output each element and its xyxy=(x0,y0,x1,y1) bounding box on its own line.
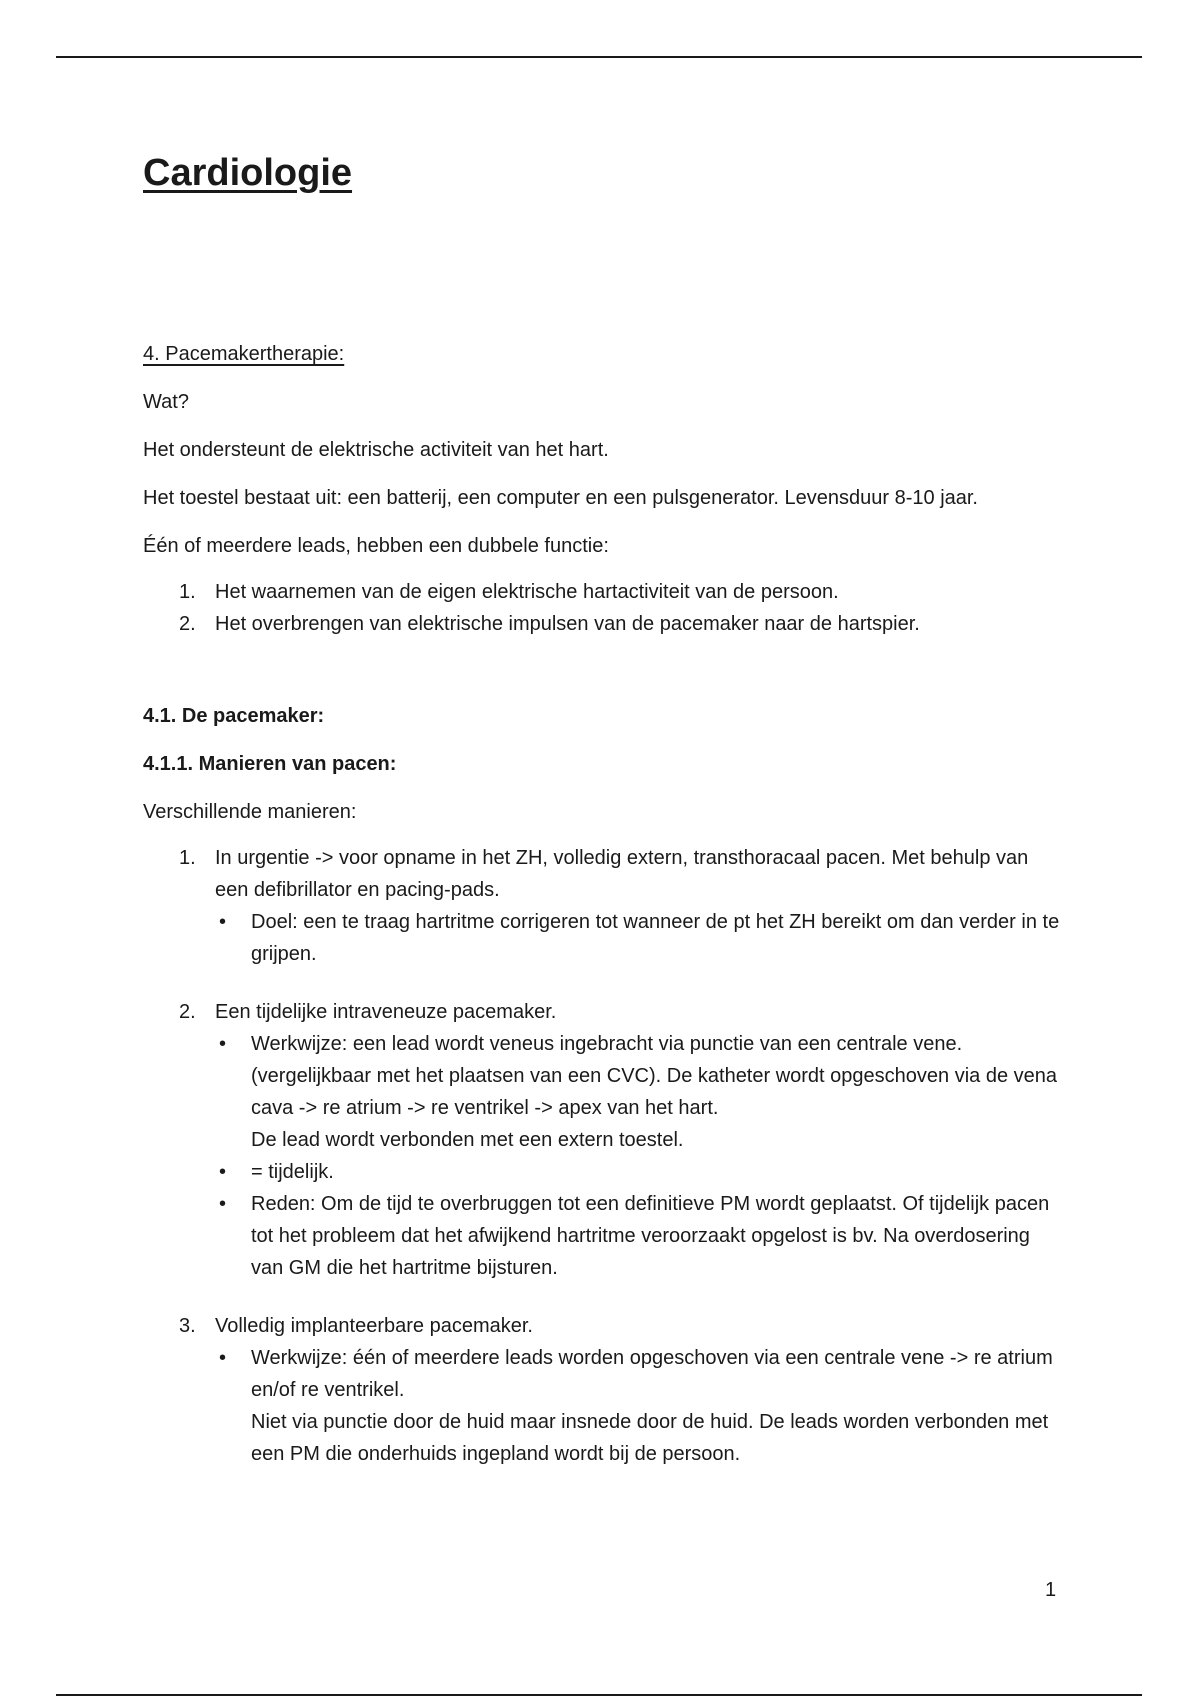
bullet-icon: • xyxy=(219,1161,227,1183)
bullet-icon: • xyxy=(219,1033,227,1055)
bullet-text: = tijdelijk. xyxy=(251,1161,334,1183)
bullet-extra-text: De lead wordt verbonden met een extern toestel. xyxy=(251,1129,684,1151)
list-number: 1. xyxy=(179,581,196,603)
list-item xyxy=(143,576,1063,608)
list-item xyxy=(143,1310,1063,1470)
bullet-text: Werkwijze: één of meerdere leads worden opgeschoven via een centrale vene -> re atrium en/of re ventrikel. xyxy=(251,1347,1053,1401)
bullet-icon: • xyxy=(219,911,227,933)
list-item-text: Het overbrengen van elektrische impulsen van de pacemaker naar de hartspier. xyxy=(215,613,920,635)
list-item xyxy=(143,608,1063,640)
list-number: 3. xyxy=(179,1315,196,1337)
question-wat: Wat? xyxy=(143,391,189,413)
bullet-list xyxy=(215,906,1063,970)
bullet-list xyxy=(215,1028,1063,1284)
bullet-item xyxy=(215,906,1063,970)
bottom-rule xyxy=(56,1694,1142,1696)
lead-functions-list xyxy=(143,576,1063,640)
subsubsection-heading: 4.1.1. Manieren van pacen: xyxy=(143,753,397,775)
subsection-heading: 4.1. De pacemaker: xyxy=(143,705,325,727)
bullet-item xyxy=(215,1188,1063,1284)
bullet-item xyxy=(215,1028,1063,1156)
list-item xyxy=(143,842,1063,970)
section-heading: 4. Pacemakertherapie: xyxy=(143,343,345,365)
bullet-icon: • xyxy=(219,1347,227,1369)
bullet-text: Reden: Om de tijd te overbruggen tot een definitieve PM wordt geplaatst. Of tijdelijk pacen tot het probleem dat het afwijkend hartritme veroorzaakt opgelost is bv. Na overdosering van GM die het hartritme bijsturen. xyxy=(251,1193,1050,1279)
document-title: Cardiologie xyxy=(143,152,353,194)
list-item-text: Het waarnemen van de eigen elektrische hartactiviteit van de persoon. xyxy=(215,581,839,603)
list-number: 2. xyxy=(179,613,196,635)
bullet-text: Doel: een te traag hartritme corrigeren tot wanneer de pt het ZH bereikt om dan verder in te grijpen. xyxy=(251,911,1060,965)
pacing-methods-list xyxy=(143,842,1063,1470)
bullet-item xyxy=(215,1156,1063,1188)
paragraph-device: Het toestel bestaat uit: een batterij, een computer en een pulsgenerator. Levensduur 8-10 jaar. xyxy=(143,487,978,509)
list-item-text: In urgentie -> voor opname in het ZH, volledig extern, transthoracaal pacen. Met behulp van een defibrillator en pacing-pads. xyxy=(215,847,1029,901)
methods-intro: Verschillende manieren: xyxy=(143,801,357,823)
document-body xyxy=(143,148,1063,1470)
list-number: 1. xyxy=(179,847,196,869)
paragraph-support: Het ondersteunt de elektrische activiteit van het hart. xyxy=(143,439,609,461)
bullet-extra-text: Niet via punctie door de huid maar insnede door de huid. De leads worden verbonden met een PM die onderhuids ingepland wordt bij de persoon. xyxy=(251,1411,1049,1465)
bullet-text: Werkwijze: een lead wordt veneus ingebracht via punctie van een centrale vene. (vergelijkbaar met het plaatsen van een CVC). De katheter wordt opgeschoven via de vena cava -> re atrium -> re ventrikel -> apex van het hart. xyxy=(251,1033,1058,1119)
list-item xyxy=(143,996,1063,1284)
list-item-text: Volledig implanteerbare pacemaker. xyxy=(215,1315,533,1337)
bullet-icon: • xyxy=(219,1193,227,1215)
bullet-item xyxy=(215,1342,1063,1470)
top-rule xyxy=(56,56,1142,58)
bullet-list xyxy=(215,1342,1063,1470)
paragraph-leads: Één of meerdere leads, hebben een dubbele functie: xyxy=(143,535,609,557)
page-number: 1 xyxy=(1045,1579,1057,1601)
list-number: 2. xyxy=(179,1001,196,1023)
list-item-text: Een tijdelijke intraveneuze pacemaker. xyxy=(215,1001,557,1023)
